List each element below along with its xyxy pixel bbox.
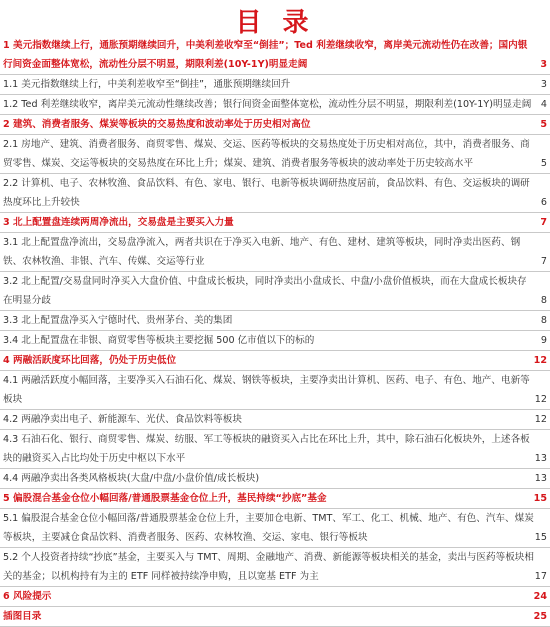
toc-entry-section-4[interactable] bbox=[0, 351, 550, 371]
toc-entry-page: 13 bbox=[534, 473, 547, 484]
toc-entry-4-1[interactable] bbox=[0, 371, 550, 410]
toc-entry-page: 7 bbox=[540, 256, 547, 267]
toc-entry-4-4[interactable] bbox=[0, 469, 550, 489]
toc-entry-4-2[interactable] bbox=[0, 410, 550, 430]
toc-entry-section-5[interactable] bbox=[0, 489, 550, 509]
toc-entry-text: 3.1 北上配置盘净流出，交易盘净流入，两者共识在于净买入电新、地产、有色、建材、建筑等板块，同时净卖出医药、钢铁、农林牧渔、非银、汽车、传媒、交运等行业 bbox=[3, 237, 521, 267]
toc-entry-5-2[interactable] bbox=[0, 548, 550, 587]
toc-entry-text: 2 建筑、消费者服务、煤炭等板块的交易热度和波动率处于历史相对高位 bbox=[3, 119, 311, 130]
toc-entry-2-1[interactable] bbox=[0, 135, 550, 174]
toc-entry-text: 4.2 两融净卖出电子、新能源车、光伏、食品饮料等板块 bbox=[3, 414, 242, 425]
toc-entry-text: 插图目录 bbox=[3, 611, 42, 622]
toc-entry-page: 9 bbox=[540, 335, 547, 346]
toc-entry-page: 25 bbox=[533, 611, 547, 622]
toc-entry-text: 6 风险提示 bbox=[3, 591, 52, 602]
toc-entry-section-1[interactable] bbox=[0, 36, 550, 75]
toc-entry-page: 8 bbox=[540, 295, 547, 306]
toc-entry-page: 6 bbox=[540, 197, 547, 208]
toc-entry-page: 12 bbox=[534, 394, 547, 405]
toc-entry-3-2[interactable] bbox=[0, 272, 550, 311]
toc-entry-text: 4.1 两融活跃度小幅回落，主要净买入石油石化、煤炭、钢铁等板块，主要净卖出计算机、医药、电子、有色、地产、电新等板块 bbox=[3, 375, 530, 405]
toc-entry-1-2[interactable] bbox=[0, 95, 550, 115]
toc-entry-3-4[interactable] bbox=[0, 331, 550, 351]
toc-entry-text: 2.1 房地产、建筑、消费者服务、商贸零售、煤炭、交运、医药等板块的交易热度处于历史相对高位，其中，消费者服务、商贸零售、煤炭、交运等板块的交易热度在环比上升；煤炭、建筑、消费者服务等板块的波动率处于历史较高水平 bbox=[3, 139, 530, 169]
toc-entry-page: 7 bbox=[540, 217, 547, 228]
toc-entry-page: 13 bbox=[534, 453, 547, 464]
toc-entry-text: 5 偏股混合基金仓位小幅回落/普通股票基金仓位上升，基民持续“抄底”基金 bbox=[3, 493, 327, 504]
toc-entry-page: 8 bbox=[540, 315, 547, 326]
toc-entry-text: 5.2 个人投资者持续“抄底”基金，主要买入与 TMT、周期、金融地产、消费、新能源等板块相关的基金，卖出与医药等板块相关的基金；以机构持有为主的 ETF 同样被持续净申购，且以宽基 ETF 为主 bbox=[3, 552, 534, 582]
toc-entry-page: 5 bbox=[540, 119, 547, 130]
toc-entry-text: 5.1 偏股混合基金仓位小幅回落/普通股票基金仓位上升，主要加仓电新、TMT、军工、化工、机械、地产、有色、汽车、煤炭等板块，主要减仓食品饮料、消费者服务、医药、农林牧渔、交运、家电、银行等板块 bbox=[3, 513, 534, 543]
toc-entry-section-2[interactable] bbox=[0, 115, 550, 135]
toc-entry-text: 3 北上配置盘连续两周净流出，交易盘是主要买入力量 bbox=[3, 217, 234, 228]
toc-entry-page: 3 bbox=[540, 79, 547, 90]
toc-entry-2-2[interactable] bbox=[0, 174, 550, 213]
toc-entry-figure-index[interactable] bbox=[0, 607, 550, 627]
toc-entry-4-3[interactable] bbox=[0, 430, 550, 469]
toc-entry-page: 12 bbox=[533, 355, 547, 366]
toc-entry-text: 4.3 石油石化、银行、商贸零售、煤炭、纺服、军工等板块的融资买入占比在环比上升，其中，除石油石化板块外，上述各板块的融资买入占比均处于历史中枢以下水平 bbox=[3, 434, 530, 464]
toc-entry-text: 2.2 计算机、电子、农林牧渔、食品饮料、有色、家电、银行、电新等板块调研热度居前，食品饮料、有色、交运板块的调研热度环比上升较快 bbox=[3, 178, 530, 208]
toc-entry-text: 1.1 美元指数继续上行，中美利差收窄至“倒挂”，通胀预期继续回升 bbox=[3, 79, 291, 90]
toc-entry-text: 1 美元指数继续上行，通胀预期继续回升，中美利差收窄至“倒挂”；Ted 利差继续收窄，离岸美元流动性仍在改善；国内银行间资金面整体宽松，流动性分层不明显，期限利差(10Y-1Y)明显走阔 bbox=[3, 40, 528, 70]
toc-entry-text: 3.3 北上配置盘净买入宁德时代、贵州茅台、美的集团 bbox=[3, 315, 233, 326]
toc-entry-section-6[interactable] bbox=[0, 587, 550, 607]
toc-entry-text: 4.4 两融净卖出各类风格板块(大盘/中盘/小盘价值/成长板块) bbox=[3, 473, 260, 484]
toc-entry-page: 15 bbox=[533, 493, 547, 504]
toc-entry-text: 3.2 北上配置/交易盘同时净买入大盘价值、中盘成长板块，同时净卖出小盘成长、中盘/小盘价值板块，而在大盘成长板块存在明显分歧 bbox=[3, 276, 527, 306]
toc-entry-page: 24 bbox=[533, 591, 547, 602]
page-title: 目 录 bbox=[235, 8, 315, 38]
toc-entry-5-1[interactable] bbox=[0, 509, 550, 548]
toc-entry-section-3[interactable] bbox=[0, 213, 550, 233]
toc-entry-1-1[interactable] bbox=[0, 75, 550, 95]
toc-entry-page: 4 bbox=[540, 99, 547, 110]
toc-entry-3-1[interactable] bbox=[0, 233, 550, 272]
toc-entry-page: 15 bbox=[534, 532, 547, 543]
toc-entry-page: 17 bbox=[534, 571, 547, 582]
toc-entry-page: 3 bbox=[540, 59, 547, 70]
toc-entry-3-3[interactable] bbox=[0, 311, 550, 331]
toc-entry-page: 12 bbox=[534, 414, 547, 425]
toc-entry-text: 4 两融活跃度环比回落，仍处于历史低位 bbox=[3, 355, 177, 366]
toc-entry-text: 1.2 Ted 利差继续收窄，离岸美元流动性继续改善；银行间资金面整体宽松，流动性分层不明显，期限利差(10Y-1Y)明显走阔 bbox=[3, 99, 532, 110]
table-of-contents bbox=[0, 36, 550, 627]
toc-entry-text: 3.4 北上配置盘在非银、商贸零售等板块主要挖掘 500 亿市值以下的标的 bbox=[3, 335, 315, 346]
toc-entry-page: 5 bbox=[540, 158, 547, 169]
